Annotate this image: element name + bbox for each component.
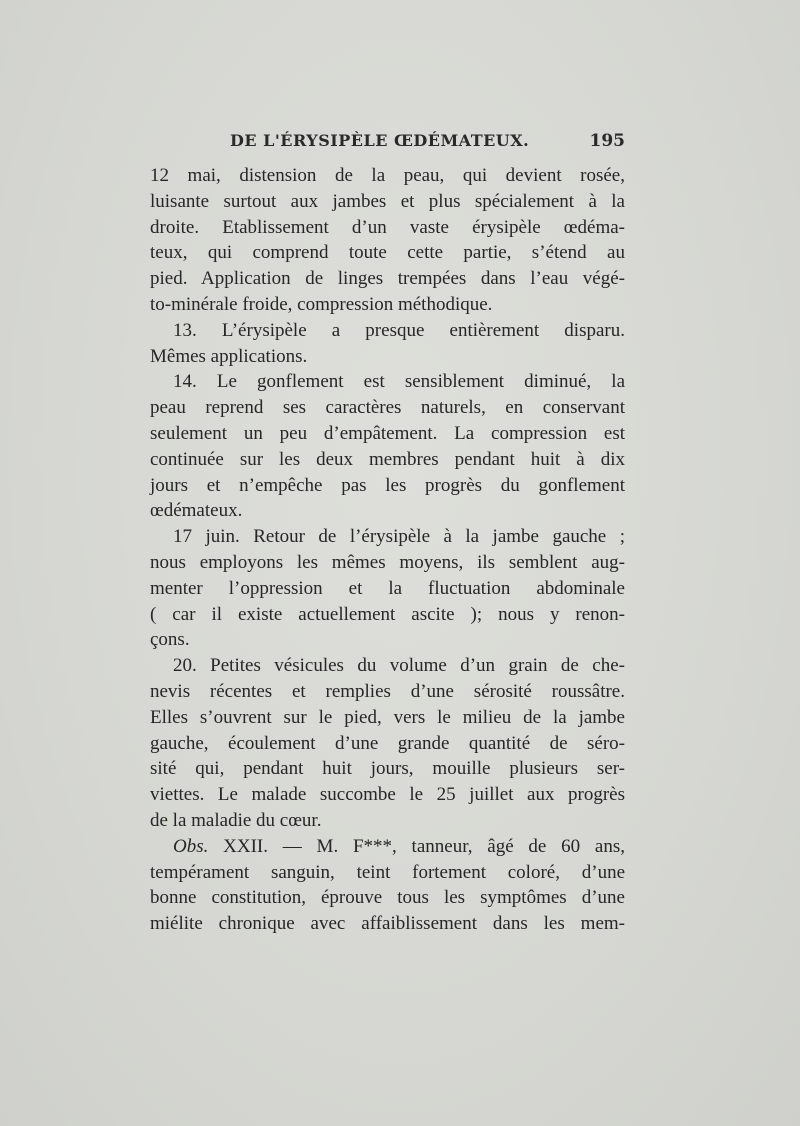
observation-heading-text: XXII. — M. F***, tanneur, âgé de 60 ans,: [208, 835, 625, 857]
body-text: [150, 163, 625, 937]
text-line: peau reprend ses caractères naturels, en conservant: [150, 397, 625, 419]
text-line: continuée sur les deux membres pendant huit à dix: [150, 448, 625, 470]
text-line: de la maladie du cœur.: [150, 809, 322, 831]
text-line: bonne constitution, éprouve tous les symptômes d’une: [150, 887, 625, 909]
observation-heading-line: [150, 834, 625, 860]
text-line: droite. Etablissement d’un vaste érysipèle œdéma-: [150, 216, 625, 238]
text-line: pied. Application de linges trempées dans l’eau végé-: [150, 268, 625, 290]
text-line: miélite chronique avec affaiblissement dans les mem-: [150, 913, 625, 935]
text-line: Elles s’ouvrent sur le pied, vers le milieu de la jambe: [150, 706, 625, 728]
text-line: ( car il existe actuellement ascite ); nous y renon-: [150, 603, 625, 625]
text-line: seulement un peu d’empâtement. La compression est: [150, 422, 625, 444]
text-line: 17 juin. Retour de l’érysipèle à la jambe gauche ;: [173, 526, 625, 548]
text-line: nevis récentes et remplies d’une sérosité roussâtre.: [150, 680, 625, 702]
text-line: sité qui, pendant huit jours, mouille plusieurs ser-: [150, 758, 625, 780]
text-line: luisante surtout aux jambes et plus spécialement à la: [150, 190, 625, 212]
text-line: to-minérale froide, compression méthodique.: [150, 293, 493, 315]
text-line: œdémateux.: [150, 500, 243, 522]
text-line: Mêmes applications.: [150, 345, 308, 367]
text-line: 20. Petites vésicules du volume d’un grain de che-: [173, 655, 625, 677]
page-number: 195: [589, 131, 625, 151]
running-title: DE L'ÉRYSIPÈLE ŒDÉMATEUX.: [230, 131, 530, 150]
text-line: 13. L’érysipèle a presque entièrement disparu.: [173, 319, 625, 341]
text-line: teux, qui comprend toute cette partie, s’étend au: [150, 242, 625, 264]
text-line: tempérament sanguin, teint fortement coloré, d’une: [150, 861, 625, 883]
observation-label: Obs.: [173, 835, 209, 857]
text-line: gauche, écoulement d’une grande quantité de séro-: [150, 732, 625, 754]
text-line: nous employons les mêmes moyens, ils semblent aug-: [150, 551, 625, 573]
text-line: jours et n’empêche pas les progrès du gonflement: [150, 474, 625, 496]
text-line: viettes. Le malade succombe le 25 juillet aux progrès: [150, 784, 625, 806]
text-line: menter l’oppression et la fluctuation abdominale: [150, 577, 625, 599]
text-line: çons.: [150, 629, 190, 651]
text-line: 14. Le gonflement est sensiblement diminué, la: [173, 371, 625, 393]
page-header: [230, 131, 625, 155]
text-line: 12 mai, distension de la peau, qui devient rosée,: [150, 165, 625, 186]
